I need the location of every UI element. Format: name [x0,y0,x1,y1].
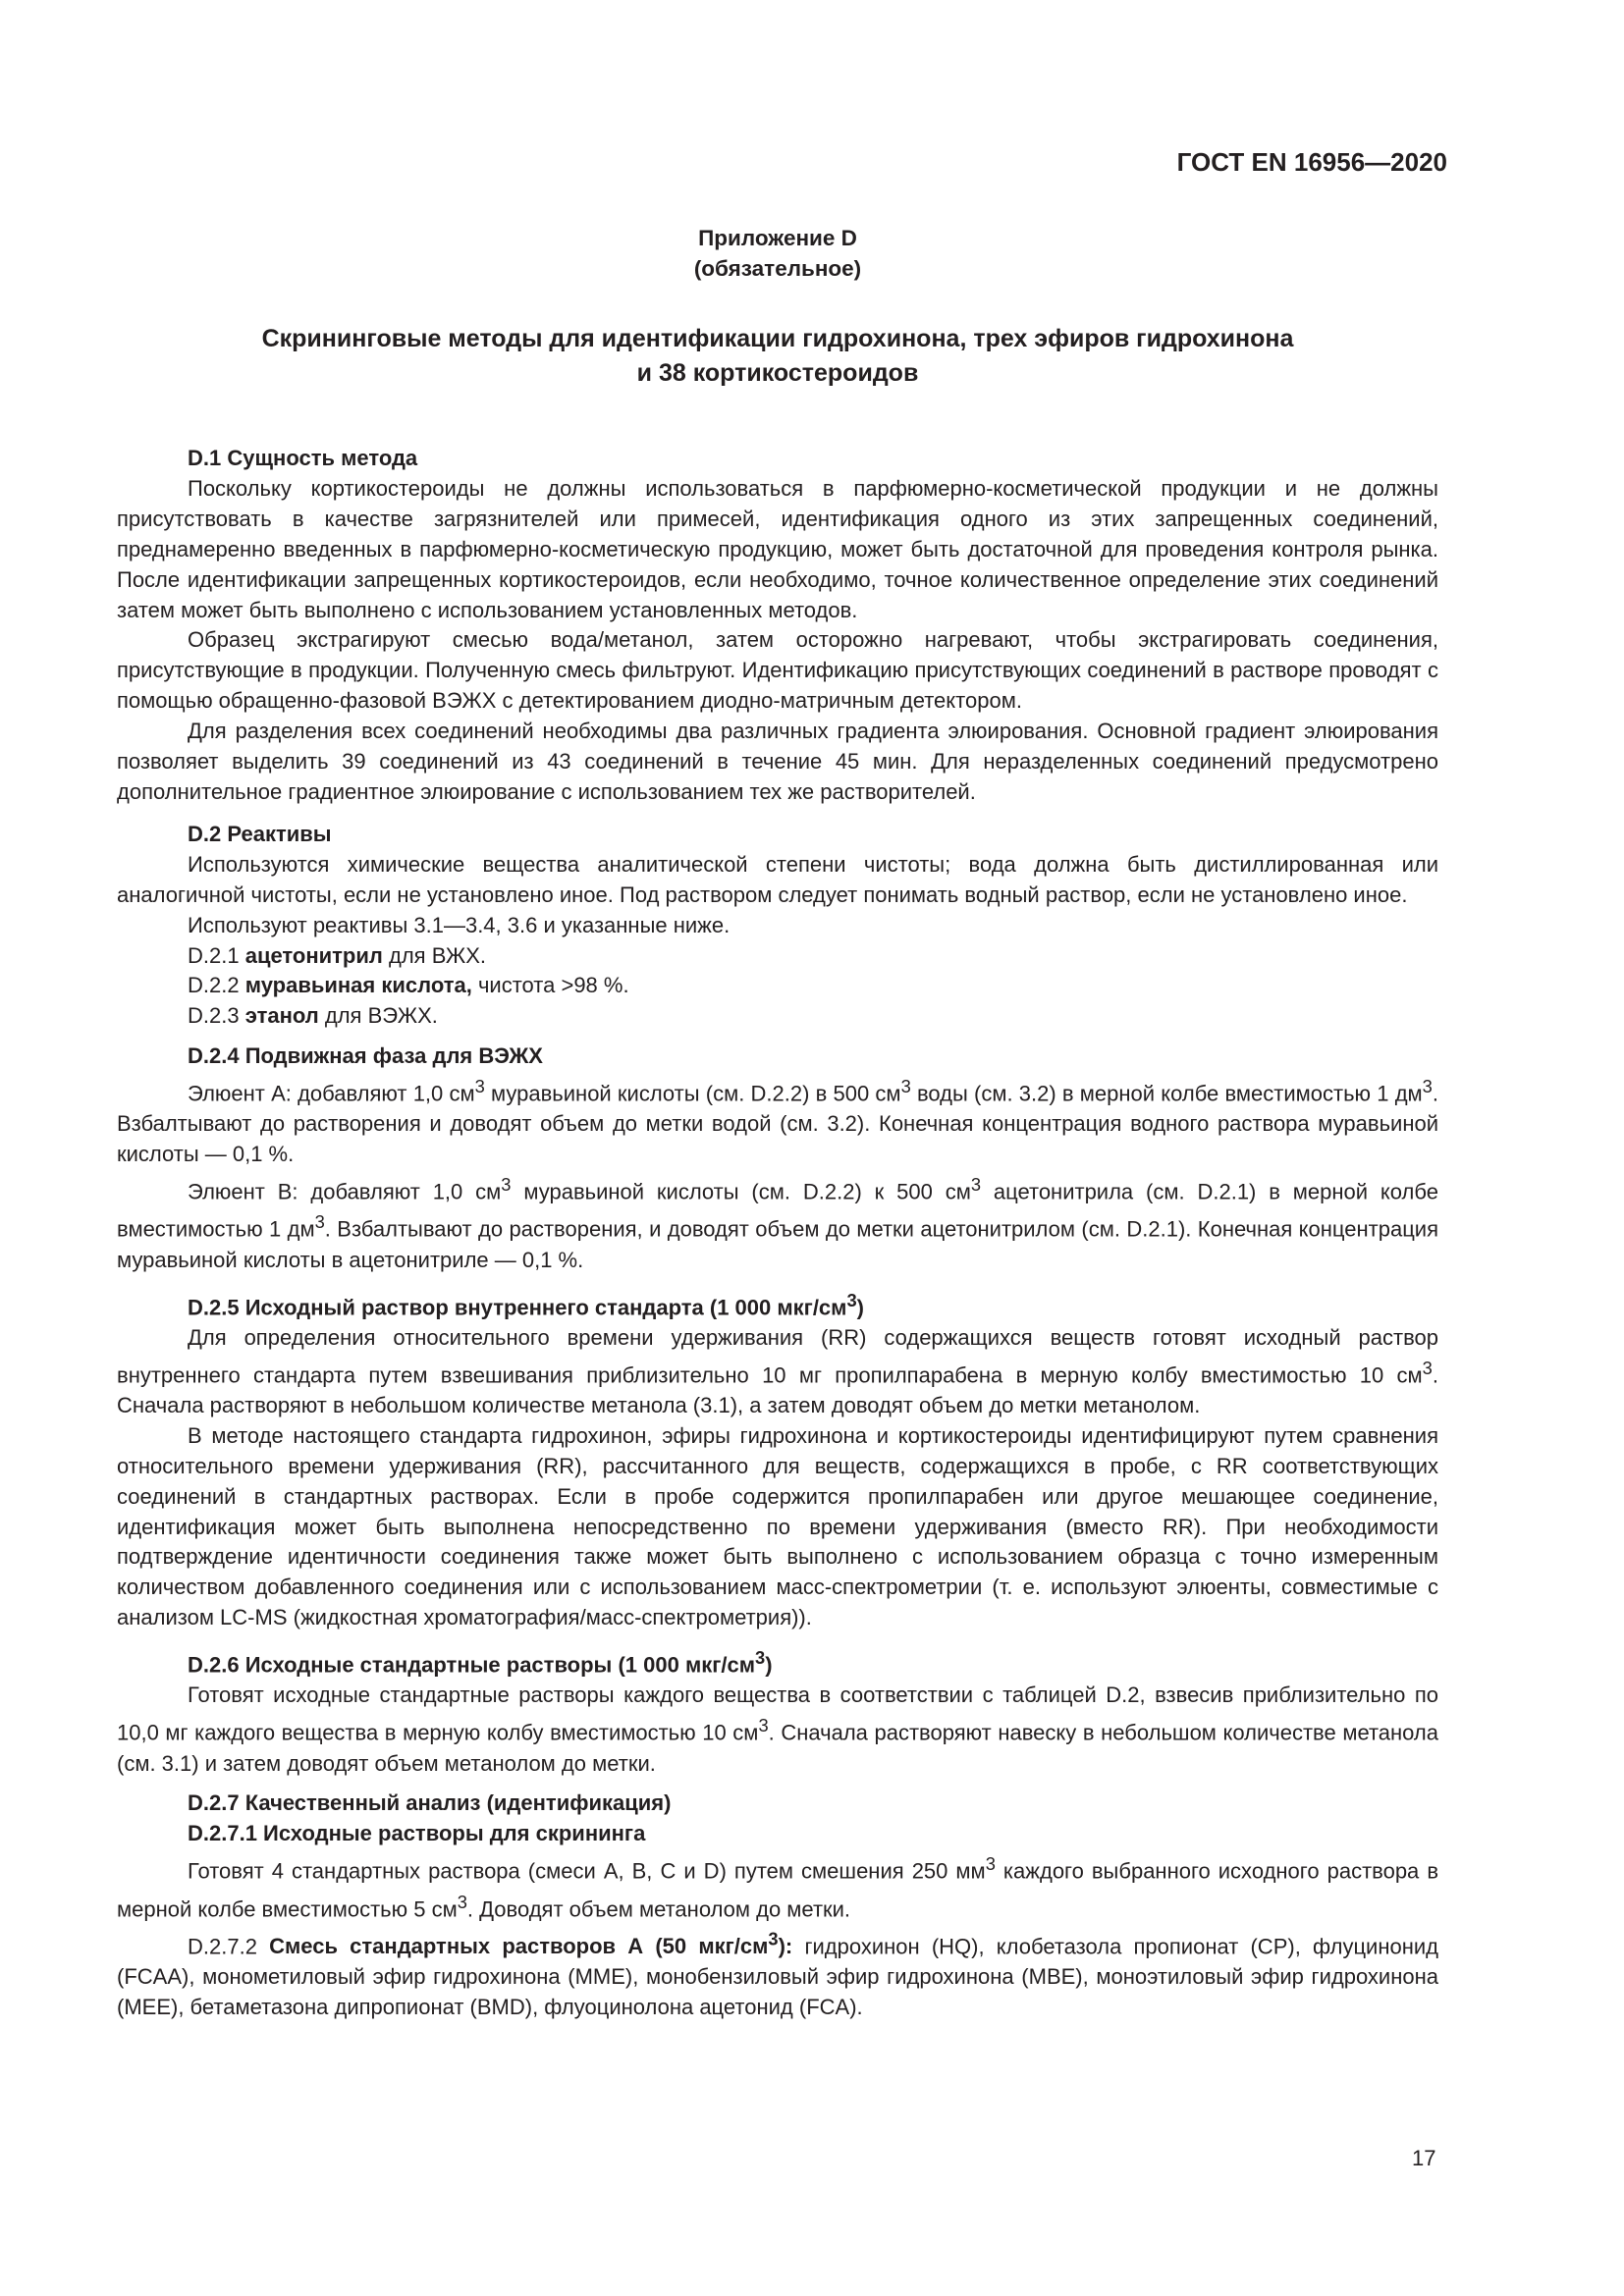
paragraph: D.2.7.2 Смесь стандартных растворов А (50 мкг/$см^3$): гидрохинон (HQ), клобетазола пропионат (CP), флуцинонид (FCAA), монометиловый эфир гидрохинона (MME), монобензиловый эфир гидрохинона (MBE), моноэтиловый эфир гидрохинона (MEE), бетаметазона дипропионат (BMD), флуоцинолона ацетонид (FCA). [117,1928,1438,2019]
paragraph: Готовят исходные стандартные растворы каждого вещества в соответствии с таблицей D.2, взвесив приблизительно по 10,0 мг каждого вещества в мерную колбу вместимостью 10 $см^3$. Сначала растворяют навеску в небольшом количестве метанола (см. 3.1) и затем доводят объем метанолом до метки. [117,1682,1438,1776]
annex-title-line-1: Скрининговые методы для идентификации гидрохинона, трех эфиров гидрохинона [261,325,1294,352]
reagent-item [117,941,1438,972]
reagent-name: ацетонитрил [244,942,383,968]
reagent-item [117,971,1438,1001]
annex-title-line-2: и 38 кортикостероидов [636,359,919,387]
section-d271-heading: D.2.7.1 Исходные растворы для скрининга [188,1821,646,1846]
reagent-name: этанол [244,1003,319,1029]
paragraph: Элюент В: добавляют 1,0 $см^3$ муравьиной кислоты (см. D.2.2) к 500 $см^3$ ацетонитрила (см. D.2.1) в мерной колбе вместимостью 1 $дм^3$. Взбалтывают до растворения, и доводят объем до метки ацетонитрилом (см. D.2.1). Конечная концентрация муравьиной кислоты в ацетонитриле — 0,1 %. [117,1174,1438,1272]
section-d25-heading: D.2.5 Исходный раствор внутреннего стандарта (1 000 мкг/$см^3$) [188,1289,864,1319]
section-d1-heading: D.1 Сущность метода [188,446,418,470]
reagent-item [117,1001,1438,1032]
page-number: 17 [1412,2146,1436,2170]
annex-title [117,322,1438,391]
item-text: чистота >98 %. [477,973,629,998]
paragraph: Поскольку кортикостероиды не должны использоваться в парфюмерно-косметической продукции и не должны присутствовать в качестве загрязнителей или примесей, идентификация одного из этих запрещенных соединений, преднамеренно введенных в парфюмерно-косметическую продукцию, может быть достаточной для проведения контроля рынка. После идентификации запрещенных кортикостероидов, если необходимо, точное количественное определение этих соединений затем может быть выполнено с использованием установленных методов. [117,475,1438,622]
paragraph: В методе настоящего стандарта гидрохинон, эфиры гидрохинона и кортикостероиды идентифицируют путем сравнения относительного времени удерживания (RR), рассчитанного для веществ, содержащихся в пробе, с RR соответствующих соединений в стандартных растворах. Если в пробе содержится пропилпарабен или другое мешающее соединение, идентификация может быть выполнена непосредственно по времени удерживания (вместо RR). При необходимости подтверждение идентичности соединения также может быть выполнено с использованием образца с точно измеренным количеством добавленного соединения или с использованием масс-спектрометрии (т. е. используют элюенты, совместимые с анализом LC-MS (жидкостная хроматография/масс-спектрометрия)). [117,1422,1438,1630]
paragraph: Для определения относительного времени удерживания (RR) содержащихся веществ готовят исходный раствор внутреннего стандарта путем взвешивания приблизительно 10 мг пропилпарабена в мерную колбу вместимостью 10 $см^3$. Сначала растворяют в небольшом количестве метанола (3.1), а затем доводят объем до метки метанолом. [117,1324,1438,1417]
paragraph: Для разделения всех соединений необходимы два различных градиента элюирования. Основной градиент элюирования позволяет выделить 39 соединений из 43 соединений в течение 45 мин. Для неразделенных соединений предусмотрено дополнительное градиентное элюирование с использованием тех же растворителей. [117,719,1438,804]
paragraph: Готовят 4 стандартных раствора (смеси A, B, C и D) путем смешения 250 $мм^3$ каждого выбранного исходного раствора в мерной колбе вместимостью 5 $см^3$. Доводят объем метанолом до метки. [117,1853,1439,1921]
paragraph: Элюент А: добавляют 1,0 $см^3$ муравьиной кислоты (см. D.2.2) в 500 $см^3$ воды (см. 3.2) в мерной колбе вместимостью 1 $дм^3$. Взбалтывают до растворения и доводят объем до метки водой (см. 3.2). Конечная концентрация водного раствора муравьиной кислоты — 0,1 %. [117,1076,1438,1167]
item-number: D.2.3 [188,1003,240,1029]
item-text: для ВЭЖХ. [324,1003,438,1029]
item-text: для ВЖХ. [389,942,486,968]
reagent-name: муравьиная кислота, [244,973,472,998]
paragraph: Образец экстрагируют смесью вода/метанол, затем осторожно нагревают, чтобы экстрагировать соединения, присутствующие в продукции. Полученную смесь фильтруют. Идентификацию присутствующих соединений в растворе проводят с помощью обращенно-фазовой ВЭЖХ с детектированием диодно-матричным детектором. [117,627,1438,714]
item-number: D.2.1 [188,942,240,968]
section-d2-heading: D.2 Реактивы [188,821,332,846]
paragraph: Используют реактивы 3.1—3.4, 3.6 и указанные ниже. [188,912,731,937]
section-d27-heading: D.2.7 Качественный анализ (идентификация) [188,1790,672,1816]
standard-header: ГОСТ EN 16956—2020 [1176,147,1447,177]
annex-label: Приложение D [698,226,857,250]
item-number: D.2.2 [188,973,240,998]
section-d24-heading: D.2.4 Подвижная фаза для ВЭЖХ [188,1043,543,1069]
annex-status: (обязательное) [693,255,862,281]
paragraph: Используются химические вещества аналитической степени чистоты; вода должна быть дистиллированная или аналогичной чистоты, если не установлено иное. Под раствором следует понимать водный раствор, если не установлено иное. [117,851,1438,907]
mixture-a-label: Смесь стандартных растворов А (50 мкг/$см^3$): [269,1928,793,1959]
section-d26-heading: D.2.6 Исходные стандартные растворы (1 000 мкг/$см^3$) [188,1647,773,1678]
page-content [117,224,1438,2023]
